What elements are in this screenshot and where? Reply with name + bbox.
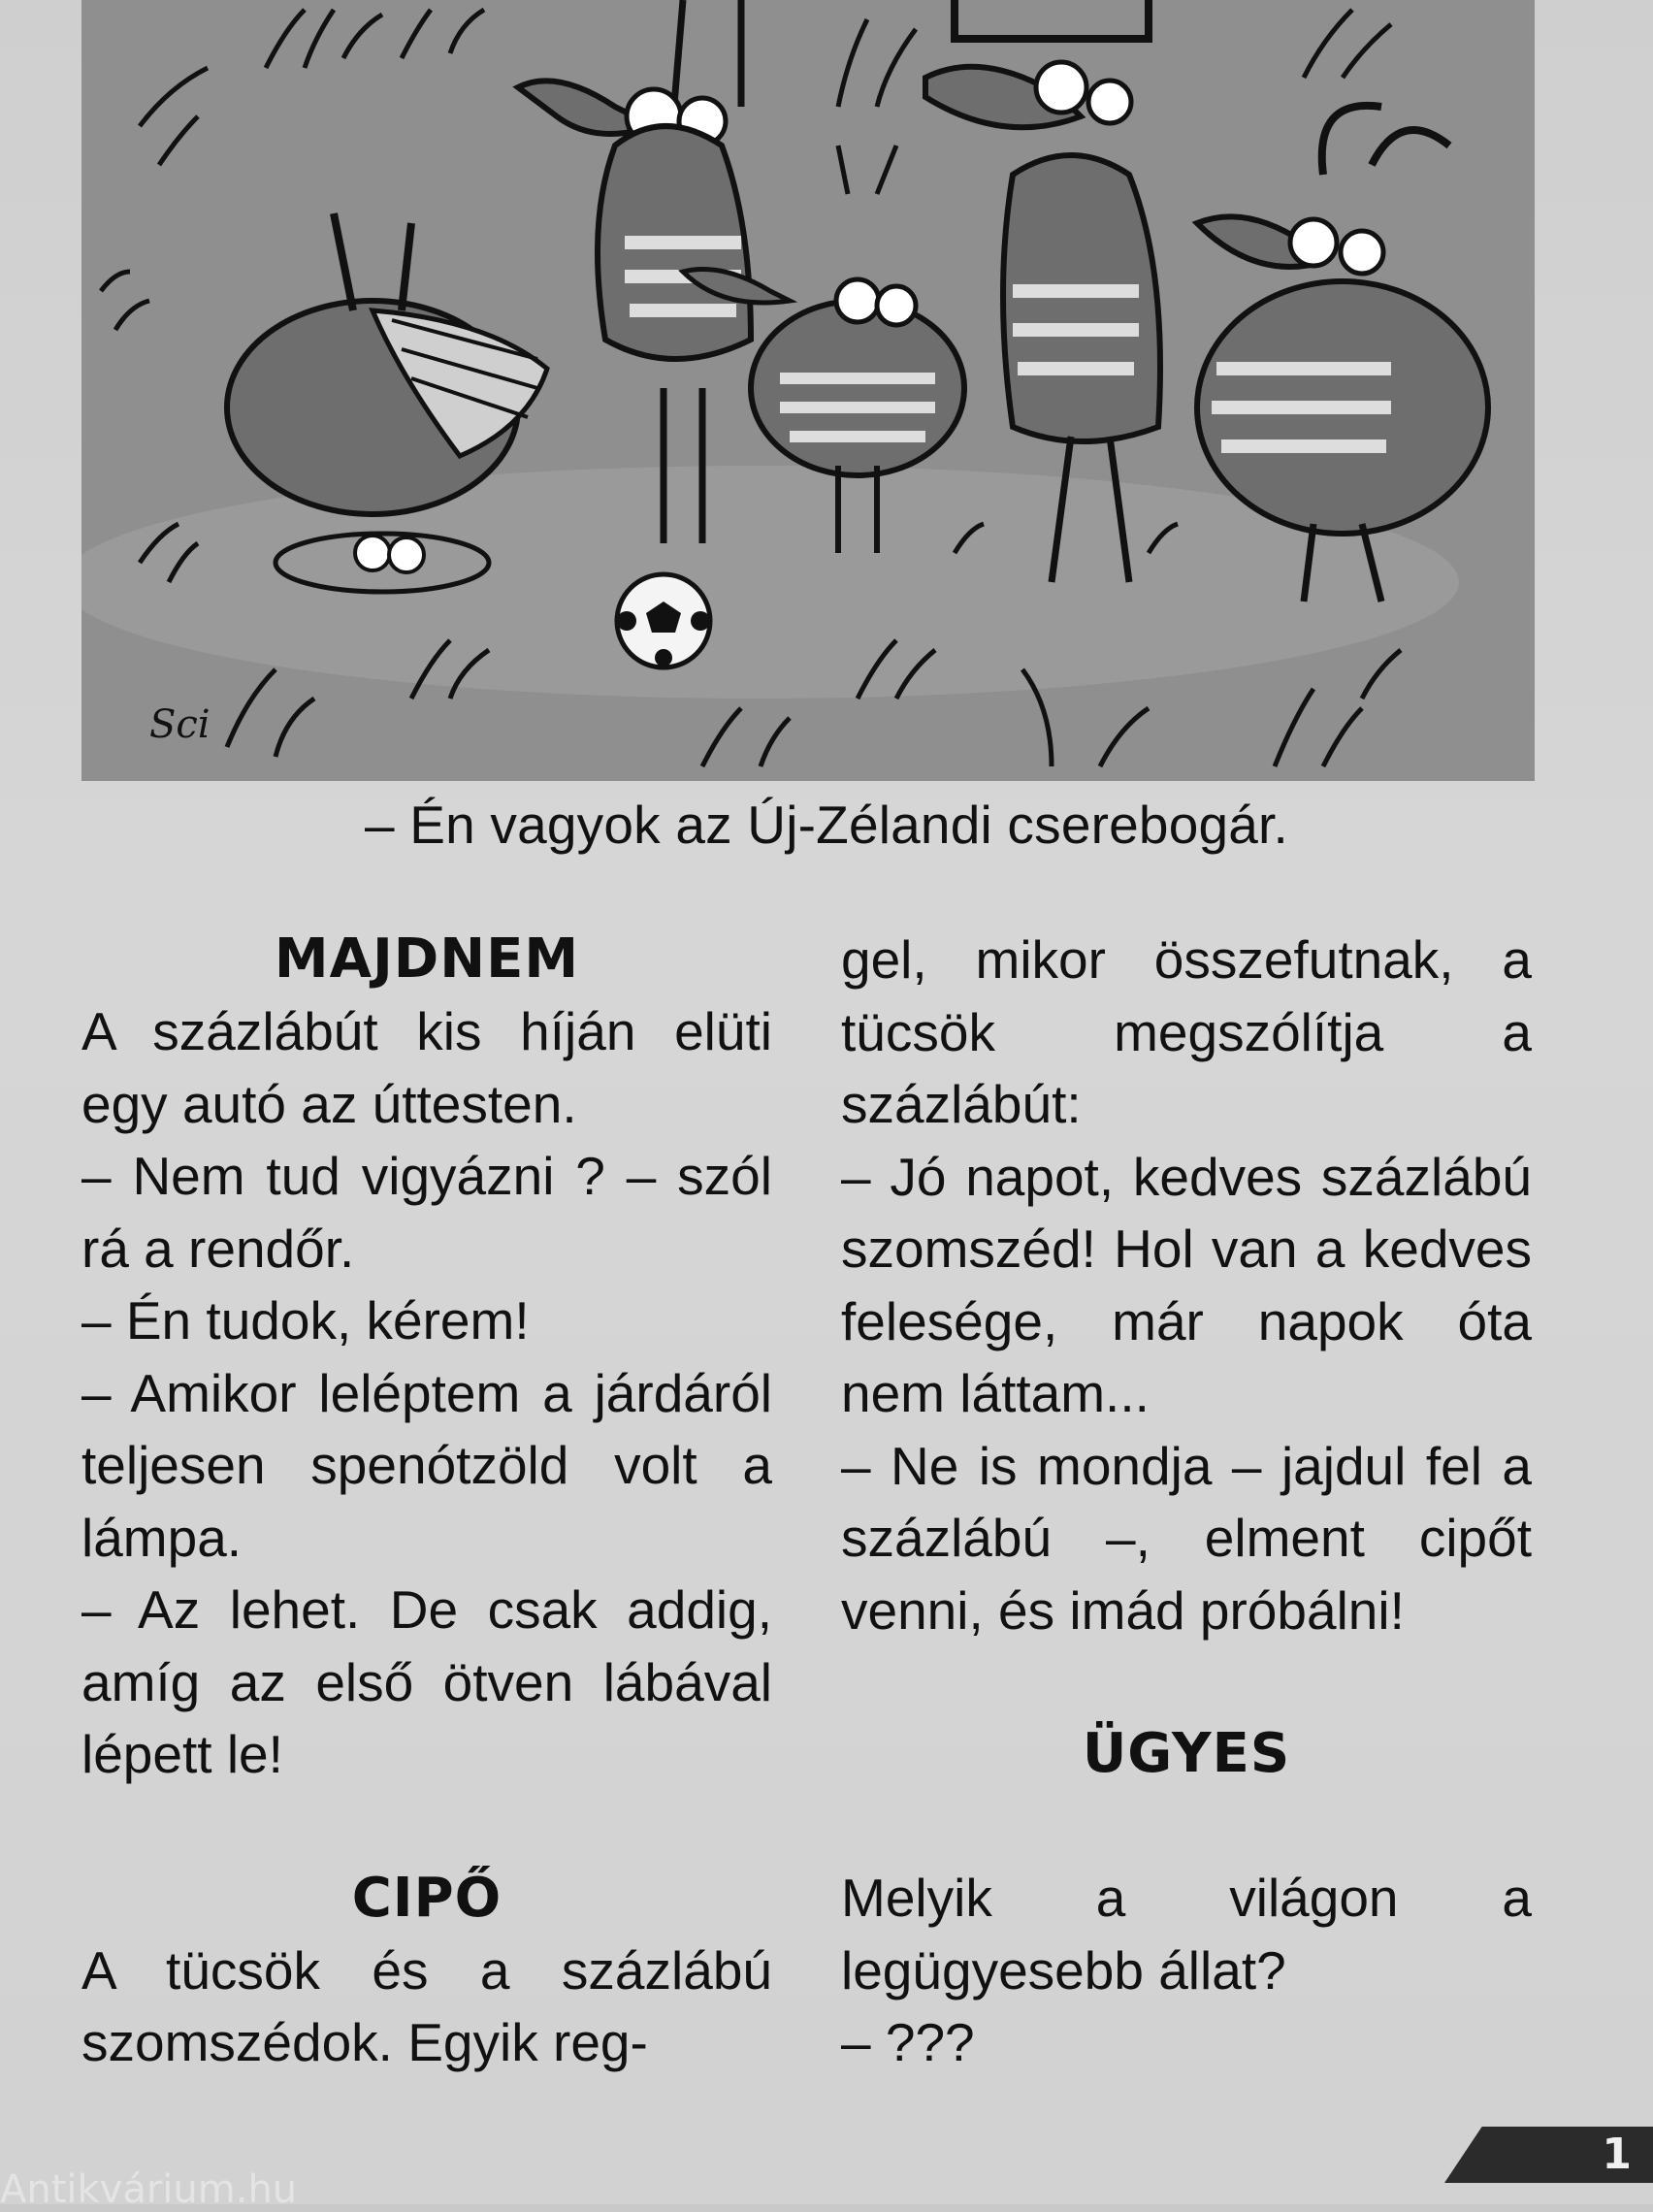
cipo-heading: CIPŐ [351,1866,502,1930]
majdnem-paragraph: – Az lehet. De csak addig, amíg az első ötven lábával lépett le! [81,1579,772,1784]
cipo-intro: A tücsök és a százlábú szomszédok. Egyik reg- [81,1939,772,2072]
cipo-paragraph: – Ne is mondja – jajdul fel a százlábú –, elment cipőt venni, és imád próbálni! [841,1435,1532,1641]
artist-signature: Sci [149,702,211,747]
watermark: Antikvárium.hu [0,2167,298,2212]
majdnem-paragraph: – Amikor leléptem a járdáról teljesen spenótzöld volt a lámpa. [81,1362,772,1568]
beetles-football-drawing [81,0,1535,781]
ugyes-paragraph: Melyik a világon a legügyesebb állat? [841,1868,1532,2001]
majdnem-paragraph: – Én tudok, kérem! [81,1290,530,1350]
ugyes-heading: ÜGYES [1082,1722,1291,1785]
majdnem-paragraph: A százlábút kis híján elüti egy autó az úttesten. [81,1001,772,1134]
cipo-paragraph: – Jó napot, kedves százlábú szomszéd! Hol van a kedves felesége, már napok óta nem láttam... [841,1146,1532,1423]
right-column [841,924,1532,2079]
cipo-paragraph: gel, mikor összefutnak, a tücsök megszólítja a százlábút: [841,929,1532,1134]
ugyes-paragraph: – ??? [841,2012,975,2072]
cartoon-caption: – Én vagyok az Új-Zélandi cserebogár. [364,795,1289,855]
cartoon-illustration [81,0,1535,781]
majdnem-heading: MAJDNEM [274,927,580,991]
page-number: 1 [1602,2130,1632,2179]
football [617,574,710,667]
left-column [81,924,772,2079]
majdnem-paragraph: – Nem tud vigyázni ? – szól rá a rendőr. [81,1146,772,1279]
